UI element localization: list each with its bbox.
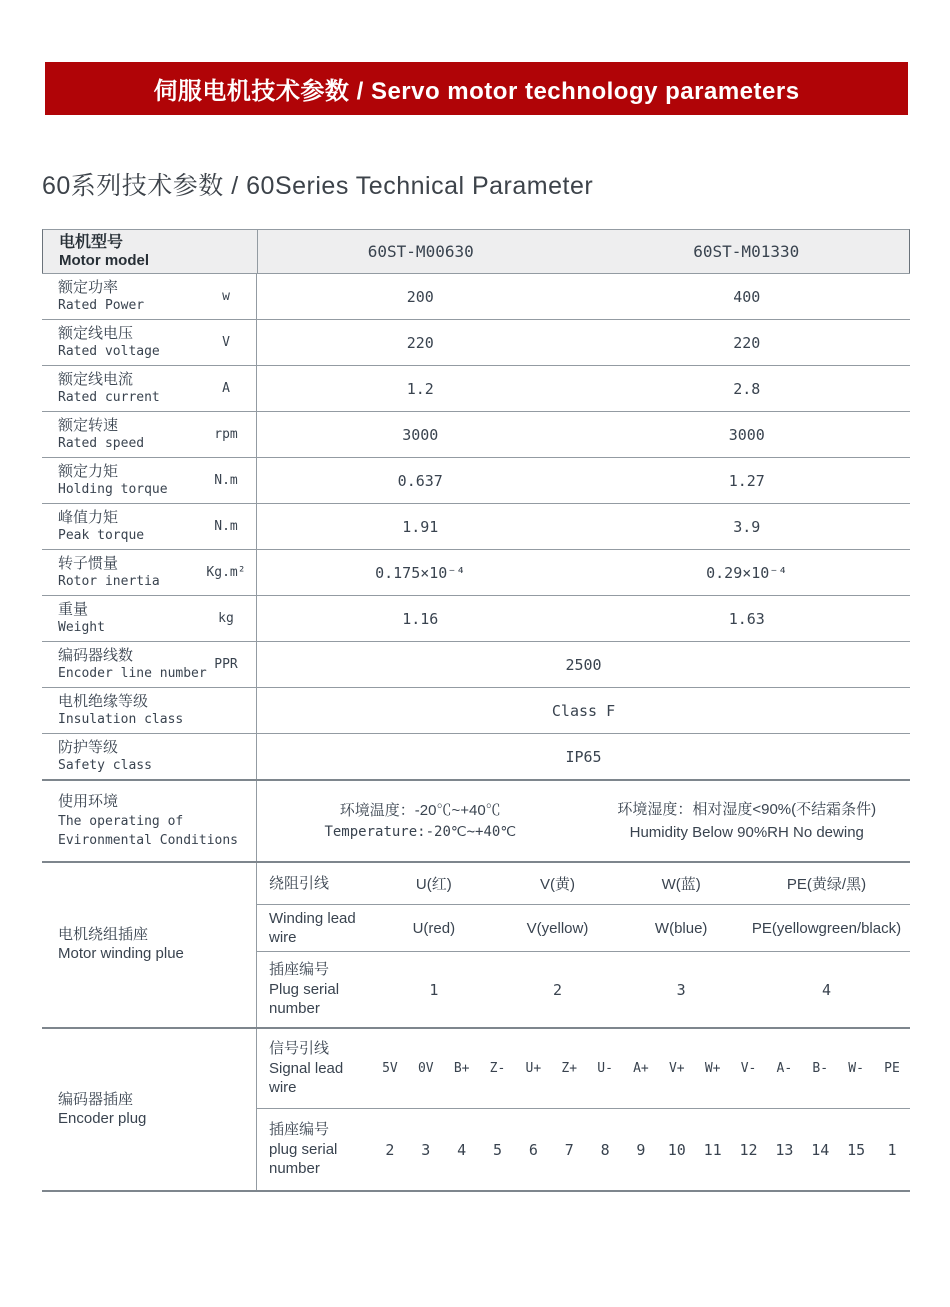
row-unit: w [222, 289, 230, 305]
row-label-zh: 峰值力矩 [58, 509, 119, 527]
winding-lead-v-en: V(yellow) [526, 919, 589, 937]
row-label-cell [42, 366, 257, 411]
row-value-col2: 1.27 [728, 471, 765, 490]
signal-pin: PE [884, 1061, 900, 1077]
winding-lead-w-zh: W(蓝) [661, 876, 701, 894]
row-unit: N.m [214, 519, 238, 535]
winding-lead-en-row [257, 904, 910, 951]
serial-pin: 4 [457, 1140, 467, 1159]
row-value-merged: IP65 [565, 747, 602, 766]
winding-lead-v-zh: V(黄) [540, 876, 575, 894]
row-label-zh: 防护等级 [58, 739, 119, 757]
row-value-col2: 220 [733, 333, 761, 352]
winding-lead-u-en: U(red) [412, 919, 456, 937]
row-label-en: Peak torque [58, 527, 145, 543]
row-label-en-line2: Evironmental Conditions [58, 833, 239, 849]
serial-pin: 10 [667, 1140, 686, 1159]
winding-lead-en-label: Winding lead wire [269, 909, 356, 947]
row-value-col2: 0.29×10⁻⁴ [706, 563, 788, 582]
row-label-zh: 转子惯量 [58, 555, 119, 573]
row-value-col2: 3000 [728, 425, 765, 444]
row-unit: PPR [214, 657, 238, 673]
row-value-col2: 400 [733, 287, 761, 306]
serial-pin: 7 [564, 1140, 574, 1159]
row-value-col1: 0.637 [397, 471, 443, 490]
row-label-en: Safety class [58, 757, 152, 773]
environment-humidity [584, 798, 911, 845]
winding-lead-w-en: W(blue) [654, 919, 708, 937]
row-unit: rpm [214, 427, 238, 443]
row-label-cell [42, 550, 257, 595]
row-value-col1: 220 [406, 333, 434, 352]
row-label-en: Rotor inertia [58, 573, 160, 589]
signal-pin: B+ [453, 1061, 470, 1077]
row-value-col2: 3.9 [733, 517, 761, 536]
row-label-en: Insulation class [58, 711, 184, 727]
row-unit: V [222, 335, 230, 351]
section-label-en: Encoder plug [58, 1109, 147, 1127]
row-label-en: Encoder line number [58, 665, 207, 681]
row-rotor-inertia [42, 549, 910, 595]
row-value-col1: 0.175×10⁻⁴ [375, 563, 466, 582]
signal-pin: W- [848, 1061, 864, 1077]
serial-pin: 3 [421, 1140, 431, 1159]
row-label-en-line1: The operating of [58, 814, 184, 830]
row-label-cell [42, 596, 257, 641]
row-rated-power [42, 273, 910, 319]
encoder-serial-label: 插座编号 plug serial number [269, 1121, 338, 1178]
row-value-merged: 2500 [565, 655, 602, 674]
row-unit: A [222, 381, 230, 397]
row-label-zh: 额定转速 [58, 417, 119, 435]
banner-title: 伺服电机技术参数 / Servo motor technology parameters [153, 78, 800, 105]
row-label-zh: 额定线电流 [58, 371, 134, 389]
serial-pin: 15 [847, 1140, 866, 1159]
serial-pin: 5 [492, 1140, 503, 1159]
signal-pin: U- [597, 1061, 613, 1077]
row-label-en: Rated current [58, 389, 160, 405]
row-label-cell [42, 504, 257, 549]
serial-pin: 13 [775, 1140, 794, 1159]
row-holding-torque [42, 457, 910, 503]
row-label-zh: 电机绝缘等级 [58, 693, 149, 711]
section-label-zh: 电机绕组插座 [58, 926, 149, 944]
temperature-zh: 环境温度：-20℃~+40℃ [339, 801, 501, 819]
row-label-en: Rated Power [58, 297, 145, 313]
row-safety-class [42, 733, 910, 779]
winding-serial-row [257, 951, 910, 1027]
row-value-col2: 2.8 [733, 379, 761, 398]
section-label-en: Motor winding plue [58, 945, 184, 963]
row-label-en: Rated voltage [58, 343, 160, 359]
signal-pin: V+ [668, 1061, 685, 1077]
winding-lead-pe-zh: PE(黄绿/黑) [786, 876, 867, 894]
winding-serial-2: 2 [552, 980, 563, 999]
row-label-en: Weight [58, 619, 105, 635]
row-label-cell [42, 734, 257, 779]
row-label-zh: 额定线电压 [58, 325, 134, 343]
winding-lead-zh-row [257, 863, 910, 904]
humidity-zh: 环境湿度：相对湿度<90%(不结霜条件) [617, 800, 877, 818]
row-value-col1: 1.16 [402, 609, 439, 628]
header-label-en: Motor model [59, 252, 149, 270]
row-rated-current [42, 365, 910, 411]
page-title: 60系列技术参数 / 60Series Technical Parameter [42, 172, 594, 200]
row-value-col1: 200 [406, 287, 434, 306]
row-label-cell [42, 781, 257, 861]
row-weight [42, 595, 910, 641]
header-model-1: 60ST-M00630 [367, 242, 474, 262]
row-label-cell [42, 320, 257, 365]
serial-pin: 6 [528, 1140, 538, 1159]
row-label-cell [42, 412, 257, 457]
row-label-zh: 重量 [58, 601, 89, 619]
serial-pin: 8 [600, 1140, 610, 1159]
serial-pin: 12 [739, 1140, 758, 1159]
row-label-en: Holding torque [58, 481, 168, 497]
signal-pin: W+ [704, 1061, 721, 1077]
row-label-zh: 编码器线数 [58, 647, 134, 665]
header-model-2: 60ST-M01330 [693, 242, 800, 262]
table-header-row [42, 229, 910, 273]
signal-pin: U+ [525, 1061, 542, 1077]
signal-pin: A- [776, 1061, 793, 1077]
row-label-cell [42, 642, 257, 687]
row-insulation-class [42, 687, 910, 733]
serial-pin: 1 [887, 1140, 897, 1159]
row-label-zh: 额定功率 [58, 279, 119, 297]
winding-lead-zh-label: 绕阻引线 [269, 874, 330, 892]
serial-pin: 9 [636, 1140, 646, 1159]
row-value-merged: Class F [551, 701, 616, 720]
signal-pin: A+ [633, 1061, 649, 1077]
header-label-zh: 电机型号 [59, 234, 124, 251]
signal-pin: Z- [489, 1061, 506, 1077]
environment-temperature [257, 799, 584, 844]
row-peak-torque [42, 503, 910, 549]
row-rated-speed [42, 411, 910, 457]
signal-pin: V- [740, 1061, 757, 1077]
signal-pin: Z+ [561, 1061, 578, 1077]
row-operating-environment [42, 779, 910, 861]
row-label-cell [42, 688, 257, 733]
section-label-cell [42, 1029, 257, 1190]
spec-table [42, 229, 910, 1192]
section-banner [45, 62, 908, 115]
section-label-zh: 编码器插座 [58, 1090, 134, 1108]
row-label-en: Rated speed [58, 435, 145, 451]
temperature-en: Temperature:-20℃~+40℃ [324, 823, 517, 840]
row-unit: N.m [214, 473, 238, 489]
row-label-cell [42, 274, 257, 319]
row-label-zh: 额定力矩 [58, 463, 119, 481]
row-rated-voltage [42, 319, 910, 365]
winding-serial-3: 3 [676, 980, 686, 999]
row-unit: Kg.m² [206, 565, 246, 581]
signal-pin: 5V [382, 1061, 398, 1077]
encoder-signal-row [257, 1029, 910, 1108]
winding-lead-pe-en: PE(yellowgreen/black) [751, 919, 902, 937]
row-label-cell [42, 458, 257, 503]
row-encoder-line-number [42, 641, 910, 687]
section-motor-winding-plug [42, 861, 910, 1027]
section-encoder-plug [42, 1027, 910, 1190]
winding-lead-u-zh: U(红) [415, 876, 452, 894]
signal-pin: B- [812, 1061, 829, 1077]
row-value-col1: 1.91 [402, 517, 439, 536]
winding-serial-1: 1 [429, 980, 439, 999]
serial-pin: 2 [385, 1140, 395, 1159]
row-value-col1: 3000 [402, 425, 439, 444]
row-value-col1: 1.2 [406, 379, 434, 398]
row-label-zh: 使用环境 [58, 793, 119, 811]
serial-pin: 14 [811, 1140, 830, 1159]
header-label-cell [43, 230, 258, 273]
winding-serial-4: 4 [821, 980, 832, 999]
serial-pin: 11 [703, 1140, 722, 1159]
encoder-serial-row [257, 1108, 910, 1190]
encoder-signal-label: 信号引线 Signal lead wire [269, 1040, 344, 1097]
humidity-en: Humidity Below 90%RH No dewing [629, 824, 864, 842]
row-unit: kg [218, 611, 234, 627]
section-label-cell [42, 863, 257, 1027]
signal-pin: 0V [417, 1061, 434, 1077]
winding-serial-label: 插座编号 Plug serial number [269, 961, 340, 1018]
row-value-col2: 1.63 [728, 609, 765, 628]
